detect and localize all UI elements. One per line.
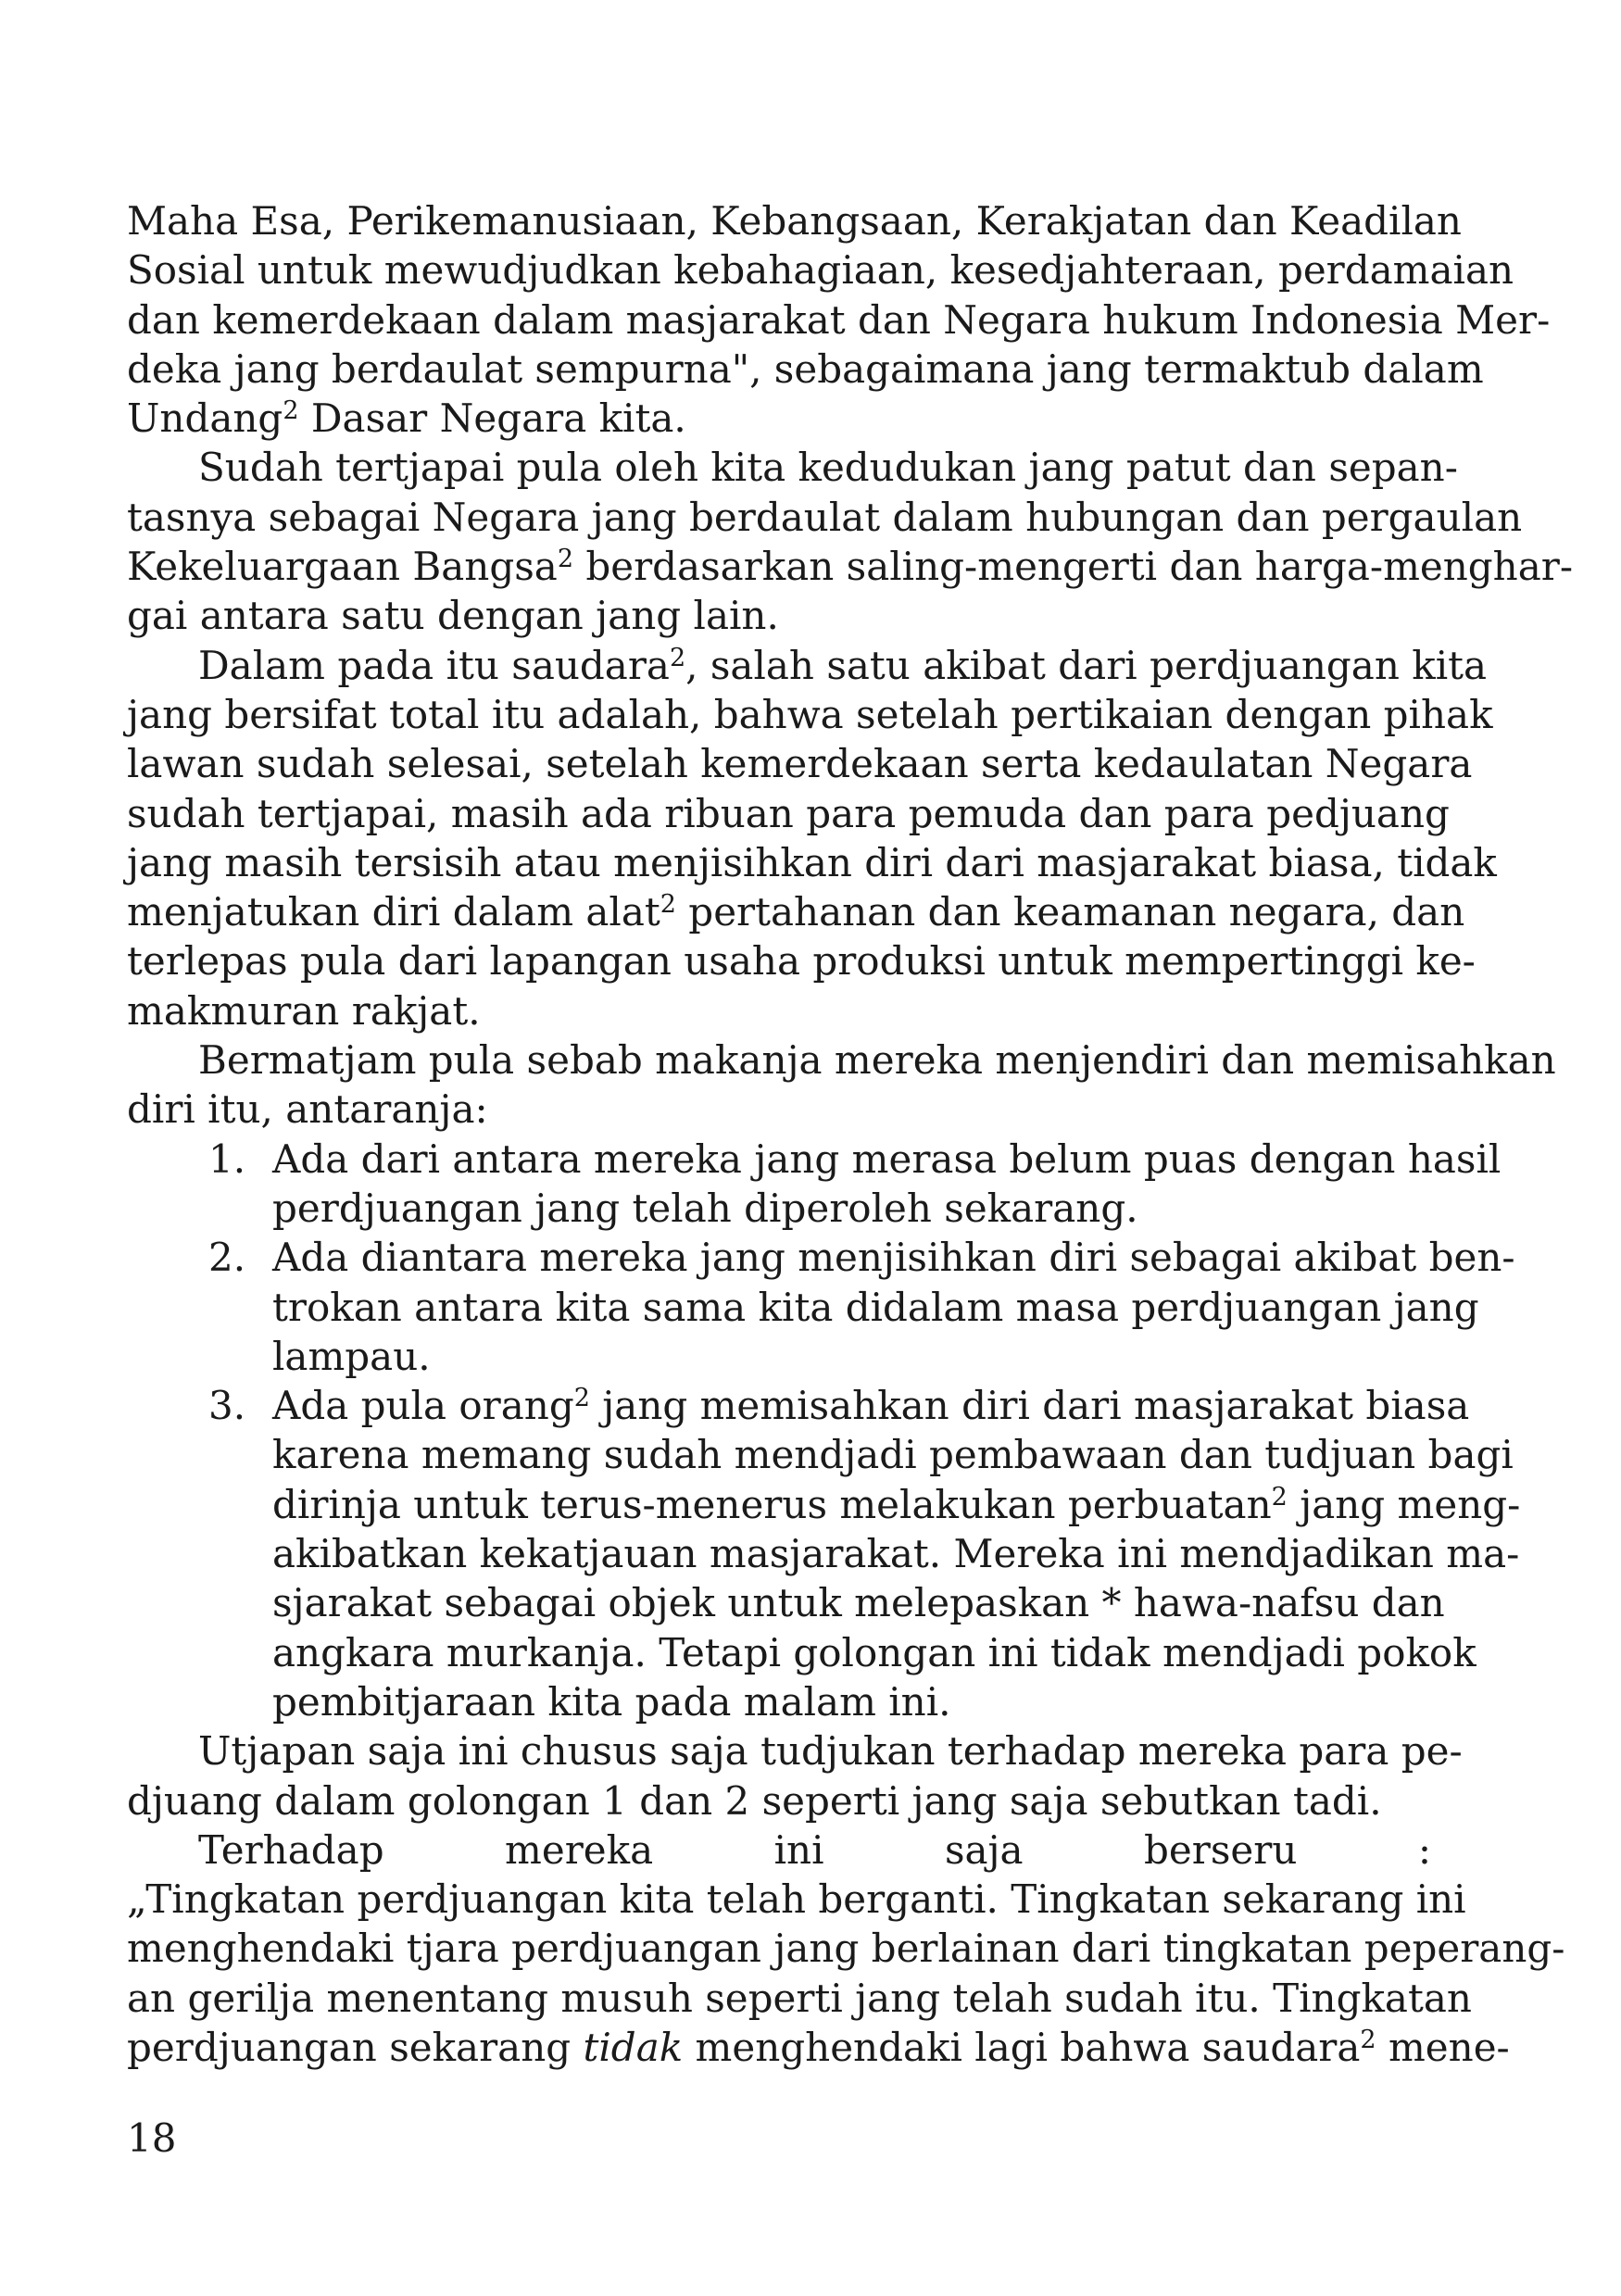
text-line: Utjapan saja ini chusus saja tudjukan terhadap mereka para pe- (198, 1728, 1463, 1775)
list-item (127, 1135, 1502, 1234)
text-line: akibatkan kekatjauan masjarakat. Mereka ini mendjadikan ma- (272, 1531, 1520, 1577)
text-line: Sosial untuk mewudjudkan kebahagiaan, kesedjahteraan, perdamaian (127, 247, 1514, 294)
text-line: deka jang berdaulat sempurna", sebagaimana jang termaktub dalam (127, 345, 1484, 392)
superscript: 2 (1271, 1482, 1288, 1512)
text-line: jang masih tersisih atau menjisihkan diri dari masjarakat biasa, tidak (127, 839, 1497, 885)
text-line: Undang$^2$ Dasar Negara kita. (127, 395, 686, 442)
text-line: Dalam pada itu saudara$^2$, salah satu akibat dari perdjuangan kita (198, 642, 1488, 688)
text-line: Terhadap mereka ini saja berseru : (198, 1826, 1431, 1873)
list-number: 3. (208, 1383, 246, 1429)
paragraph-1 (127, 196, 1551, 443)
text-line: sudah tertjapai, masih ada ribuan para pemuda dan para pedjuang (127, 790, 1450, 836)
text-line: Sudah tertjapai pula oleh kita kedudukan jang patut dan sepan- (198, 445, 1458, 491)
superscript: 2 (660, 890, 676, 920)
text-line: Kekeluargaan Bangsa$^2$ berdasarkan saling-mengerti dan harga-menghar- (127, 544, 1574, 590)
text-line: Ada pula orang$^2$ jang memisahkan diri dari masjarakat biasa (272, 1383, 1470, 1429)
paragraph-6 (127, 1826, 1565, 2072)
text-line: trokan antara kita sama kita didalam masa perdjuangan jang (272, 1284, 1479, 1330)
text-line: lampau. (272, 1333, 431, 1379)
text-line: makmuran rakjat. (127, 987, 481, 1034)
text-line: dirinja untuk terus-menerus melakukan perbuatan$^2$ jang meng- (272, 1481, 1521, 1527)
superscript: 2 (573, 1384, 590, 1413)
text-line: pembitjaraan kita pada malam ini. (272, 1678, 951, 1725)
text-line: menghendaki tjara perdjuangan jang berlainan dari tingkatan peperang- (127, 1926, 1565, 1972)
text-line: Ada dari antara mereka jang merasa belum puas dengan hasil (272, 1135, 1502, 1182)
page-number: 18 (127, 2115, 177, 2161)
text-line: tasnya sebagai Negara jang berdaulat dalam hubungan dan pergaulan (127, 494, 1523, 540)
text-line: lawan sudah selesai, setelah kemerdekaan serta kedaulatan Negara (127, 741, 1473, 787)
text-line: perdjuangan sekarang tidak menghendaki lagi bahwa saudara$^2$ mene- (127, 2024, 1510, 2070)
superscript: 2 (669, 643, 686, 672)
text-line: sjarakat sebagai objek untuk melepaskan * hawa-nafsu dan (272, 1580, 1445, 1626)
text-line: Ada diantara mereka jang menjisihkan diri sebagai akibat ben- (272, 1235, 1515, 1281)
paragraph-4 (127, 1035, 1556, 1135)
text-line: Maha Esa, Perikemanusiaan, Kebangsaan, Kerakjatan dan Keadilan (127, 198, 1462, 244)
list-number: 2. (208, 1235, 246, 1281)
text-line: an gerilja menentang musuh seperti jang telah sudah itu. Tingkatan (127, 1975, 1472, 2021)
text-line: karena memang sudah mendjadi pembawaan dan tudjuan bagi (272, 1432, 1514, 1478)
text-line: dan kemerdekaan dalam masjarakat dan Negara hukum Indonesia Mer- (127, 296, 1551, 343)
text-line: jang bersifat total itu adalah, bahwa setelah pertikaian dengan pihak (127, 691, 1493, 737)
text-line: „Tingkatan perdjuangan kita telah berganti. Tingkatan sekarang ini (127, 1876, 1466, 1923)
text-line: Bermatjam pula sebab makanja mereka menjendiri dan memisahkan (198, 1037, 1556, 1084)
superscript: 2 (1360, 2025, 1376, 2054)
text-line: djuang dalam golongan 1 dan 2 seperti jang saja sebutkan tadi. (127, 1777, 1382, 1824)
text-line: gai antara satu dengan jang lain. (127, 593, 779, 639)
emphasis: tidak (583, 2024, 684, 2070)
superscript: 2 (283, 396, 299, 426)
text-line: terlepas pula dari lapangan usaha produksi untuk mempertinggi ke- (127, 938, 1476, 985)
paragraph-5 (127, 1726, 1463, 1826)
list-number: 1. (208, 1135, 246, 1182)
text-line: diri itu, antaranja: (127, 1086, 488, 1133)
superscript: 2 (557, 545, 573, 574)
page-body (127, 196, 1574, 2072)
numbered-list (127, 1135, 1521, 1727)
text-line: perdjuangan jang telah diperoleh sekarang. (272, 1185, 1138, 1231)
list-item (127, 1233, 1515, 1381)
list-item (127, 1381, 1521, 1726)
paragraph-3 (127, 641, 1497, 1035)
text-line: angkara murkanja. Tetapi golongan ini tidak mendjadi pokok (272, 1629, 1476, 1675)
paragraph-2 (127, 443, 1574, 640)
text-line: menjatukan diri dalam alat$^2$ pertahanan dan keamanan negara, dan (127, 889, 1465, 935)
